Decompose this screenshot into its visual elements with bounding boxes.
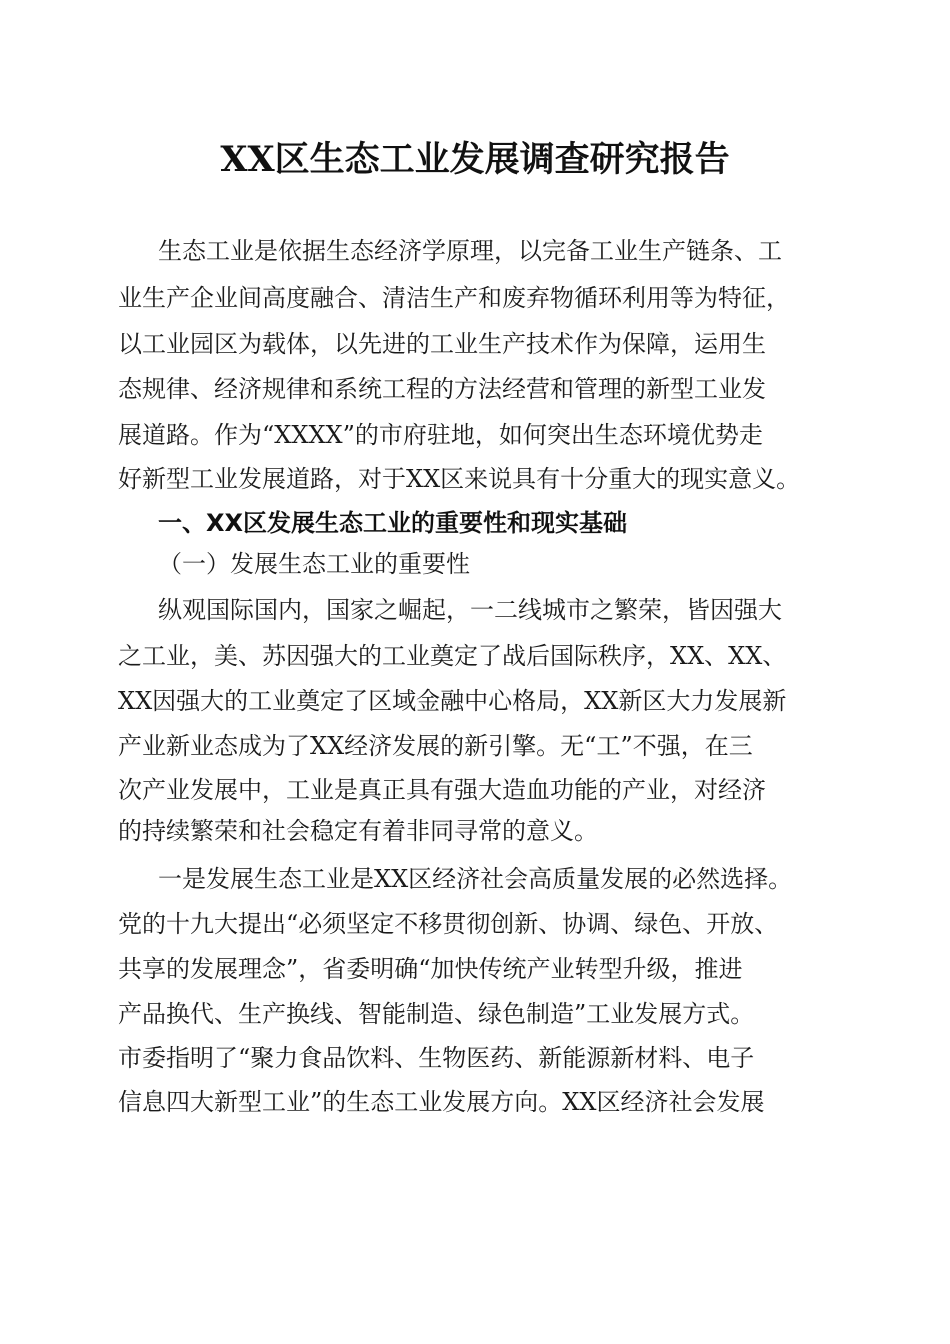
paragraph-line: 的持续繁荣和社会稳定有着非同寻常的意义。: [118, 817, 598, 845]
paragraph-line: 一是发展生态工业是XX区经济社会高质量发展的必然选择。: [158, 865, 793, 893]
paragraph-line: 生态工业是依据生态经济学原理，以完备工业生产链条、工: [158, 237, 782, 265]
paragraph-line: 次产业发展中，工业是真正具有强大造血功能的产业，对经济: [118, 776, 766, 804]
paragraph-line: 好新型工业发展道路，对于XX区来说具有十分重大的现实意义。: [118, 465, 801, 493]
paragraph-line: 态规律、经济规律和系统工程的方法经营和管理的新型工业发: [118, 375, 766, 403]
page-title: XX区生态工业发展调查研究报告: [220, 139, 730, 180]
paragraph-line: XX因强大的工业奠定了区域金融中心格局，XX新区大力发展新: [118, 687, 787, 715]
paragraph-line: 信息四大新型工业”的生态工业发展方向。XX区经济社会发展: [118, 1088, 765, 1116]
paragraph-line: 以工业园区为载体，以先进的工业生产技术作为保障，运用生: [118, 330, 766, 358]
paragraph-line: 展道路。作为“XXXX”的市府驻地，如何突出生态环境优势走: [118, 421, 763, 449]
paragraph-line: 共享的发展理念”，省委明确“加快传统产业转型升级，推进: [118, 955, 743, 983]
paragraph-line: 之工业，美、苏因强大的工业奠定了战后国际秩序，XX、XX、: [118, 642, 787, 670]
paragraph-line: 产业新业态成为了XX经济发展的新引擎。无“工”不强，在三: [118, 732, 753, 760]
subsection-heading: （一）发展生态工业的重要性: [158, 550, 470, 578]
paragraph-line: 业生产企业间高度融合、清洁生产和废弃物循环利用等为特征，: [118, 284, 790, 312]
paragraph-line: 产品换代、生产换线、智能制造、绿色制造”工业发展方式。: [118, 1000, 755, 1028]
paragraph-line: 纵观国际国内，国家之崛起，一二线城市之繁荣，皆因强大: [158, 596, 782, 624]
paragraph-line: 党的十九大提出“必须坚定不移贯彻创新、协调、绿色、开放、: [118, 910, 779, 938]
section-heading: 一、XX区发展生态工业的重要性和现实基础: [158, 509, 628, 537]
paragraph-line: 市委指明了“聚力食品饮料、生物医药、新能源新材料、电子: [118, 1044, 755, 1072]
